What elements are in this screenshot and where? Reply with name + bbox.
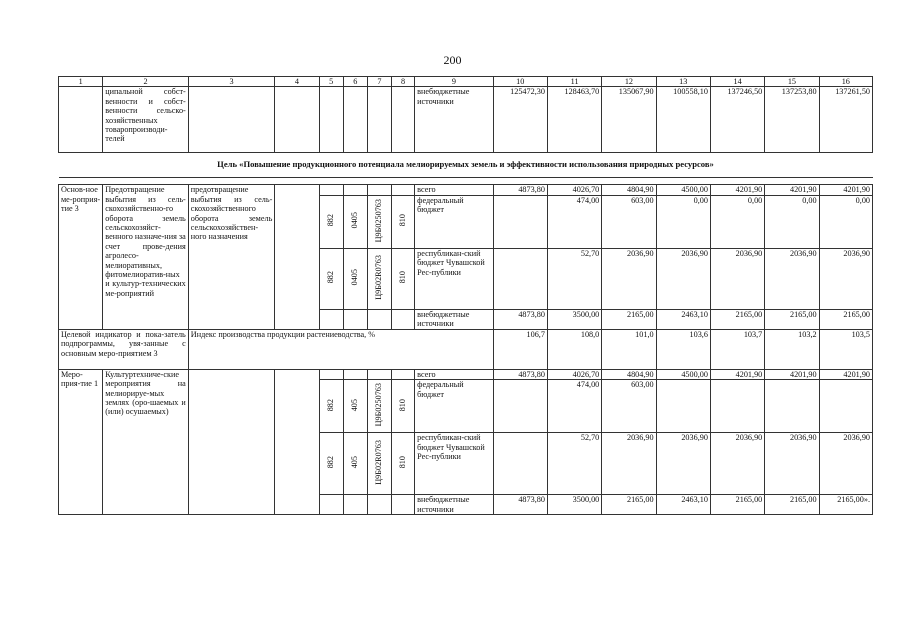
funding-source: республикан-ский бюджет Чувашской Рес-публики xyxy=(415,433,493,495)
value-cell: 2165,00 xyxy=(602,309,656,329)
value-cell: 106,7 xyxy=(493,329,547,369)
value-cell xyxy=(493,380,547,433)
value-cell xyxy=(493,433,547,495)
value-cell: 4201,90 xyxy=(819,369,872,379)
target-article-code: Ц9Б02R0763 xyxy=(374,255,384,300)
col-header: 7 xyxy=(367,77,391,87)
value-cell: 0,00 xyxy=(819,195,872,248)
value-cell: 2165,00». xyxy=(819,495,872,515)
indicator-label: Целевой индикатор и пока-затель подпрограммы, увя-занные с основным меро-приятием 3 xyxy=(59,329,189,369)
value-cell: 474,00 xyxy=(547,195,601,248)
page-number: 200 xyxy=(443,53,462,67)
value-cell: 2036,90 xyxy=(710,433,764,495)
indicator-text: Индекс производства продукции растениеводства, % xyxy=(188,329,493,369)
value-cell: 3500,00 xyxy=(547,309,601,329)
table-row xyxy=(59,369,873,379)
col-header: 12 xyxy=(602,77,656,87)
value-cell xyxy=(819,380,872,433)
col-header: 8 xyxy=(392,77,415,87)
col-header: 4 xyxy=(275,77,319,87)
value-cell: 4873,80 xyxy=(493,185,547,195)
value-cell: 2165,00 xyxy=(602,495,656,515)
value-cell: 2036,90 xyxy=(819,248,872,309)
value-cell: 2036,90 xyxy=(602,433,656,495)
col-header: 6 xyxy=(343,77,367,87)
funding-source: всего xyxy=(415,369,493,379)
col-header: 15 xyxy=(765,77,819,87)
measure-purpose: предотвращение выбытия из сель-скохозяйственного оборота земель сельскохозяйствен-ного назначения xyxy=(188,185,275,329)
col-header: 16 xyxy=(819,77,872,87)
grbs-code: 882 xyxy=(326,456,336,469)
value-cell: 4201,90 xyxy=(765,185,819,195)
cell-description: ципальной собст-венности и собст-венности сельско-хозяйственных товаропроизводи-телей xyxy=(103,87,189,153)
value-cell: 2165,00 xyxy=(710,309,764,329)
value-cell: 0,00 xyxy=(765,195,819,248)
measure-description: Предотвращение выбытия из сель-скохозяйственно-го оборота земель сельскохозяйст-венного назначе-ния за счет прове-дения агролесо-мелиоративных, фитомелиоратив-ных и культур-технических ме-роприятий xyxy=(103,185,189,329)
value-cell: 4804,90 xyxy=(602,369,656,379)
section-code: 0405 xyxy=(350,212,360,229)
col-header: 1 xyxy=(59,77,103,87)
col-header: 10 xyxy=(493,77,547,87)
value-cell: 3500,00 xyxy=(547,495,601,515)
value-cell: 103,5 xyxy=(819,329,872,369)
funding-source: республикан-ский бюджет Чувашской Рес-публики xyxy=(415,248,493,309)
value-cell: 135067,90 xyxy=(602,87,656,153)
grbs-code: 882 xyxy=(326,271,336,284)
value-cell: 137253,80 xyxy=(765,87,819,153)
col-header: 13 xyxy=(656,77,710,87)
funding-source: внебюджетные источники xyxy=(415,495,493,515)
section-code: 0405 xyxy=(350,269,360,286)
value-cell: 4500,00 xyxy=(656,369,710,379)
value-cell: 0,00 xyxy=(710,195,764,248)
value-cell: 4201,90 xyxy=(819,185,872,195)
value-cell: 474,00 xyxy=(547,380,601,433)
column-number-row xyxy=(59,77,873,87)
value-cell xyxy=(493,248,547,309)
value-cell: 2165,00 xyxy=(710,495,764,515)
value-cell: 4873,80 xyxy=(493,495,547,515)
table-row xyxy=(59,87,873,153)
value-cell: 2036,90 xyxy=(765,248,819,309)
value-cell: 4201,90 xyxy=(710,185,764,195)
funding-source: внебюджетные источники xyxy=(415,87,493,153)
value-cell: 125472,30 xyxy=(493,87,547,153)
value-cell xyxy=(765,380,819,433)
value-cell xyxy=(493,195,547,248)
expense-type-code: 810 xyxy=(398,214,408,227)
value-cell: 2036,90 xyxy=(819,433,872,495)
value-cell: 137261,50 xyxy=(819,87,872,153)
col-header: 11 xyxy=(547,77,601,87)
value-cell: 2463,10 xyxy=(656,309,710,329)
value-cell: 103,6 xyxy=(656,329,710,369)
indicator-row xyxy=(59,329,873,369)
value-cell: 103,7 xyxy=(710,329,764,369)
col-header: 9 xyxy=(415,77,493,87)
value-cell: 2463,10 xyxy=(656,495,710,515)
value-cell: 52,70 xyxy=(547,248,601,309)
goal-heading: Цель «Повышение продукционного потенциала мелиорируемых земель и эффективности использования природных ресурсов» xyxy=(59,153,873,178)
budget-table xyxy=(58,76,873,515)
value-cell: 603,00 xyxy=(602,380,656,433)
value-cell xyxy=(656,380,710,433)
value-cell: 2165,00 xyxy=(819,309,872,329)
funding-source: федеральный бюджет xyxy=(415,195,493,248)
value-cell: 2036,90 xyxy=(765,433,819,495)
value-cell: 4873,80 xyxy=(493,309,547,329)
col-header: 5 xyxy=(319,77,343,87)
target-article-code: Ц9Б0250763 xyxy=(374,383,384,427)
value-cell: 4201,90 xyxy=(710,369,764,379)
value-cell xyxy=(710,380,764,433)
value-cell: 137246,50 xyxy=(710,87,764,153)
table-row xyxy=(59,185,873,195)
value-cell: 2036,90 xyxy=(602,248,656,309)
value-cell: 101,0 xyxy=(602,329,656,369)
section-code: 405 xyxy=(350,398,360,412)
grbs-code: 882 xyxy=(326,214,336,227)
expense-type-code: 810 xyxy=(398,456,408,469)
measure-label: Основ-ное ме-роприя-тие 3 xyxy=(59,185,103,329)
value-cell: 4026,70 xyxy=(547,185,601,195)
value-cell: 4026,70 xyxy=(547,369,601,379)
activity-description: Культуртехниче-ские мероприятия на мелиорируе-мых землях (оро-шаемых и (или) осушаемых) xyxy=(103,369,189,514)
value-cell: 4804,90 xyxy=(602,185,656,195)
col-header: 3 xyxy=(188,77,275,87)
target-article-code: Ц9Б02R0763 xyxy=(374,440,384,485)
funding-source: федеральный бюджет xyxy=(415,380,493,433)
value-cell: 2036,90 xyxy=(710,248,764,309)
value-cell: 100558,10 xyxy=(656,87,710,153)
value-cell: 2036,90 xyxy=(656,248,710,309)
value-cell: 108,0 xyxy=(547,329,601,369)
col-header: 2 xyxy=(103,77,189,87)
value-cell: 0,00 xyxy=(656,195,710,248)
grbs-code: 882 xyxy=(326,398,336,412)
funding-source: внебюджетные источники xyxy=(415,309,493,329)
value-cell: 128463,70 xyxy=(547,87,601,153)
expense-type-code: 810 xyxy=(398,398,408,412)
expense-type-code: 810 xyxy=(398,271,408,284)
value-cell: 603,00 xyxy=(602,195,656,248)
section-code: 405 xyxy=(350,456,360,469)
activity-label: Меро-прия-тие 1 xyxy=(59,369,103,514)
value-cell: 103,2 xyxy=(765,329,819,369)
value-cell: 2165,00 xyxy=(765,309,819,329)
value-cell: 2165,00 xyxy=(765,495,819,515)
funding-source: всего xyxy=(415,185,493,195)
value-cell: 52,70 xyxy=(547,433,601,495)
target-article-code: Ц9Б0250763 xyxy=(374,198,384,243)
value-cell: 2036,90 xyxy=(656,433,710,495)
col-header: 14 xyxy=(710,77,764,87)
value-cell: 4873,80 xyxy=(493,369,547,379)
goal-row xyxy=(59,153,873,178)
value-cell: 4500,00 xyxy=(656,185,710,195)
value-cell: 4201,90 xyxy=(765,369,819,379)
